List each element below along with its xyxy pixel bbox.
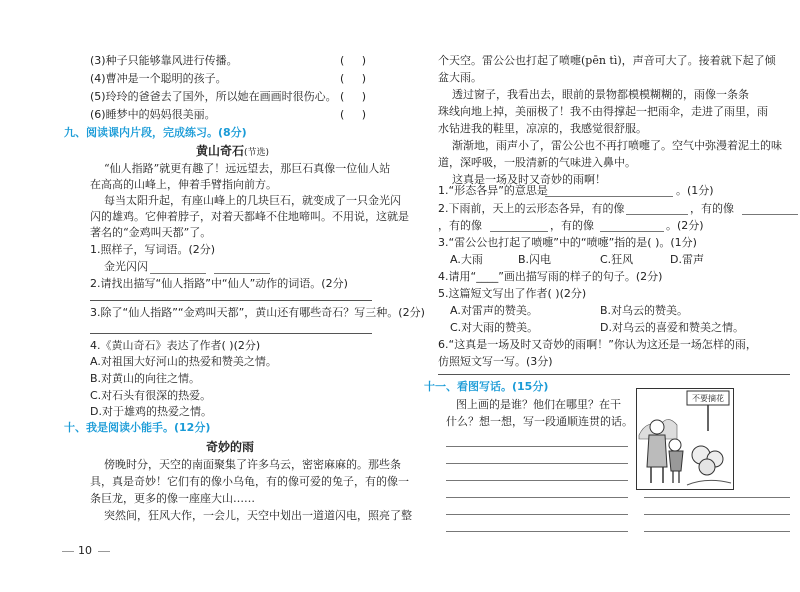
answer-blank[interactable] xyxy=(545,196,673,197)
answer-blank[interactable] xyxy=(214,273,270,274)
score: 。(1分) xyxy=(676,184,714,197)
passage-line: “仙人指路”就更有趣了！远远望去，那巨石真像一位仙人站 xyxy=(104,162,391,175)
child-head xyxy=(669,439,681,451)
question-6: 6.“这真是一场及时又奇妙的雨啊！”你认为这还是一场怎样的雨， xyxy=(438,338,757,351)
option-a: A.大雨 xyxy=(450,253,483,266)
flower-bush xyxy=(699,459,715,475)
passage-line: 渐渐地，雨声小了，雷公公也不再打喷嚏了。空气中弥漫着泥土的味 xyxy=(452,139,782,152)
divider xyxy=(62,551,74,552)
passage-line: 这真是一场及时又奇妙的雨啊！ xyxy=(452,173,606,186)
option-b: B.对黄山的向往之情。 xyxy=(90,372,201,385)
option-b: B.闪电 xyxy=(518,253,552,266)
section-9-title: 九、阅读课内片段，完成练习。(8分) xyxy=(64,126,247,139)
option-a: A.对雷声的赞美。 xyxy=(450,304,538,317)
passage-line: 闪的雄鸡。它伸着脖子，对着天都峰不住地啼叫。不用说，这就是 xyxy=(90,210,409,223)
score: 。(2分) xyxy=(666,219,704,232)
option-c: C.狂风 xyxy=(600,253,634,266)
passage-line: 具，真是奇妙！它们有的像小乌龟，有的像可爱的兔子，有的像一 xyxy=(90,475,409,488)
right-page xyxy=(400,0,800,592)
answer-line[interactable] xyxy=(90,300,372,301)
writing-line[interactable] xyxy=(446,446,628,447)
answer-blank[interactable] xyxy=(490,231,548,232)
answer-paren[interactable]: ( ) xyxy=(340,108,367,121)
sign-text: 不要摘花 xyxy=(692,394,724,403)
option-c: C.对石头有很深的热爱。 xyxy=(90,389,212,402)
passage-line: 个天空。雷公公也打起了喷嚏(pēn tì)，声音可大了。接着就下起了倾 xyxy=(438,54,776,67)
writing-line[interactable] xyxy=(644,497,790,498)
writing-line[interactable] xyxy=(644,531,790,532)
writing-line[interactable] xyxy=(446,463,628,464)
illustration-frame xyxy=(636,388,734,490)
option-d: D.对于雄鸡的热爱之情。 xyxy=(90,405,212,418)
passage-line: 每当太阳升起，有座山峰上的几块巨石，就变成了一只金光闪 xyxy=(104,194,401,207)
example-word: 金光闪闪 xyxy=(104,260,148,273)
passage-line: 珠线向地上掉，美丽极了！我不由得撑起一把雨伞，走进了雨里，雨 xyxy=(438,105,768,118)
answer-blank[interactable] xyxy=(626,214,688,215)
answer-blank[interactable] xyxy=(150,273,206,274)
child-body xyxy=(669,451,683,471)
writing-line[interactable] xyxy=(644,514,790,515)
passage-line: 傍晚时分，天空的南面聚集了许多乌云，密密麻麻的。那些条 xyxy=(104,458,401,471)
passage-line: 著名的“金鸡叫天都”了。 xyxy=(90,226,212,239)
passage-line: 盆大雨。 xyxy=(438,71,482,84)
option-d: D.对乌云的喜爱和赞美之情。 xyxy=(600,321,744,334)
question-3: 3.除了“仙人指路”“金鸡叫天都”，黄山还有哪些奇石？写三种。(2分) xyxy=(90,306,425,319)
question-1: 1.“形态各异”的意思是 xyxy=(438,184,548,197)
section-11-title: 十一、看图写话。(15分) xyxy=(424,380,549,393)
answer-blank[interactable] xyxy=(742,214,798,215)
q8-item-3: (3)种子只能够靠风进行传播。 xyxy=(90,54,238,67)
q2-text: ，有的像 xyxy=(550,219,594,232)
question-3: 3.“雷公公也打起了喷嚏”中的“喷嚏”指的是( )。(1分) xyxy=(438,236,697,249)
passage-title xyxy=(196,144,269,160)
writing-line[interactable] xyxy=(446,514,628,515)
adult-body xyxy=(647,435,667,467)
question-2: 2.下雨前，天上的云形态各异，有的像 xyxy=(438,202,625,215)
passage-line: 透过窗子，我看出去，眼前的景物都模模糊糊的，雨像一条条 xyxy=(452,88,749,101)
passage-line: 条巨龙，更多的像一座座大山…… xyxy=(90,492,255,505)
q2-text: ，有的像 xyxy=(438,219,482,232)
instruction-line: 图上画的是谁？他们在哪里？在干 xyxy=(456,398,621,411)
ground-line xyxy=(687,480,731,485)
q8-item-5: (5)玲玲的爸爸去了国外，所以她在画画时很伤心。 xyxy=(90,90,337,103)
passage-note: (节选) xyxy=(244,148,270,158)
question-6-cont: 仿照短文写一写。(3分) xyxy=(438,355,553,368)
passage-2-title: 奇妙的雨 xyxy=(206,440,255,454)
option-b: B.对乌云的赞美。 xyxy=(600,304,689,317)
passage-line: 水钻进我的鞋里，凉凉的，我感觉很舒服。 xyxy=(438,122,647,135)
answer-blank[interactable] xyxy=(600,231,664,232)
q2-text: ，有的像 xyxy=(690,202,734,215)
passage-line: 在高高的山峰上，伸着手臂指向前方。 xyxy=(90,178,277,191)
answer-line[interactable] xyxy=(438,374,790,375)
question-4: 4.《黄山奇石》表达了作者( )(2分) xyxy=(90,339,261,352)
answer-line[interactable] xyxy=(90,333,372,334)
question-5: 5.这篇短文写出了作者( )(2分) xyxy=(438,287,587,300)
writing-line[interactable] xyxy=(446,497,628,498)
option-a: A.对祖国大好河山的热爱和赞美之情。 xyxy=(90,355,277,368)
page-number: 10 xyxy=(78,544,92,557)
writing-line[interactable] xyxy=(446,480,628,481)
answer-paren[interactable]: ( ) xyxy=(340,54,367,67)
instruction-line: 什么？想一想，写一段通顺连贯的话。 xyxy=(446,415,633,428)
passage-line: 道，深呼吸，一股清新的气味进入鼻中。 xyxy=(438,156,636,169)
question-1: 1.照样子，写词语。(2分) xyxy=(90,243,216,256)
q8-item-6: (6)睡梦中的妈妈很美丽。 xyxy=(90,108,216,121)
option-c: C.对大雨的赞美。 xyxy=(450,321,539,334)
passage-line: 突然间，狂风大作，一会儿，天空中划出一道道闪电，照亮了整 xyxy=(104,509,412,522)
illustration-svg xyxy=(637,389,733,489)
adult-head xyxy=(650,420,664,434)
section-10-title: 十、我是阅读小能手。(12分) xyxy=(64,421,211,434)
question-2: 2.请找出描写“仙人指路”中“仙人”动作的词语。(2分) xyxy=(90,277,348,290)
writing-line[interactable] xyxy=(446,531,628,532)
answer-paren[interactable]: ( ) xyxy=(340,72,367,85)
q8-item-4: (4)曹冲是一个聪明的孩子。 xyxy=(90,72,227,85)
option-d: D.雷声 xyxy=(670,253,704,266)
passage-title-text: 黄山奇石 xyxy=(196,144,245,158)
divider xyxy=(98,551,110,552)
question-4: 4.请用“____”画出描写雨的样子的句子。(2分) xyxy=(438,270,663,283)
answer-paren[interactable]: ( ) xyxy=(340,90,367,103)
